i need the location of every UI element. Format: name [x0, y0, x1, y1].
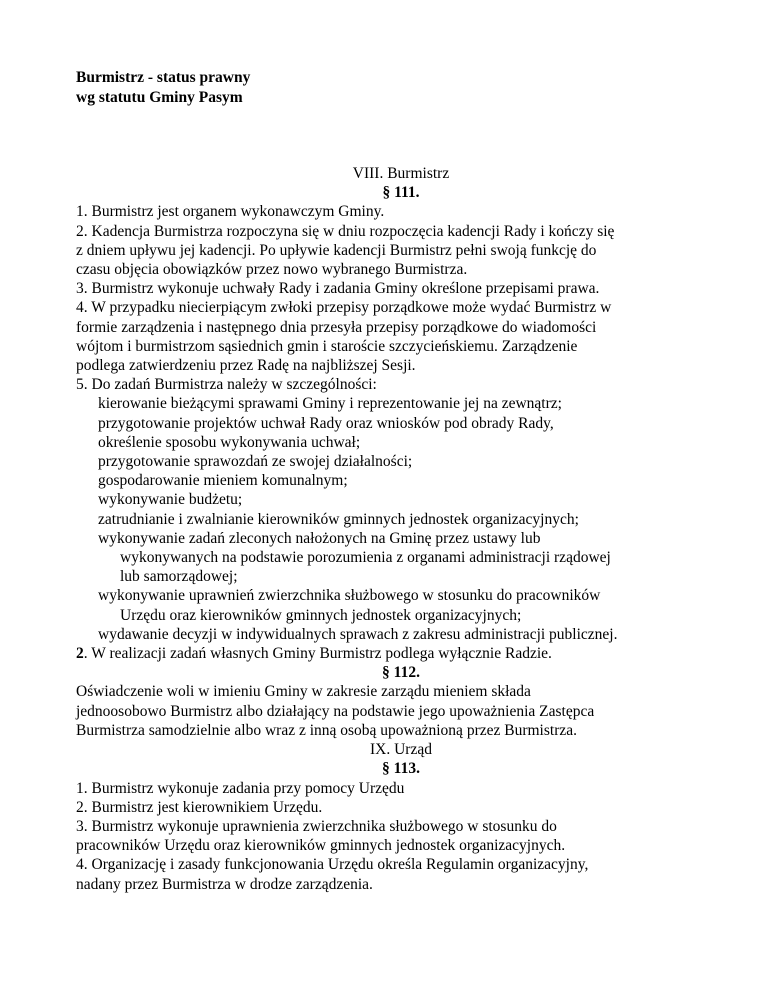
- section-113-line: pracowników Urzędu oraz kierowników gminnych jednostek organizacyjnych.: [76, 837, 566, 855]
- chapter-8-title: VIII. Burmistrz: [352, 165, 450, 182]
- section-111-line: 2. Kadencja Burmistrza rozpoczyna się w dniu rozpoczęcia kadencji Rady i kończy się: [76, 222, 615, 240]
- task-list-item: wykonywanie zadań zleconych nałożonych na Gminę przez ustawy lub: [98, 529, 541, 547]
- task-list-item: wykonywanie uprawnień zwierzchnika służbowego w stosunku do pracowników: [98, 587, 601, 605]
- section-113-line: 1. Burmistrz wykonuje zadania przy pomocy Urzędu: [76, 779, 405, 797]
- chapter-9-title: IX. Urząd: [370, 741, 432, 759]
- document-title-line-1: Burmistrz - status prawny: [76, 69, 251, 86]
- section-113-line: 2. Burmistrz jest kierownikiem Urzędu.: [76, 798, 323, 816]
- task-list-item: wydawanie decyzji w indywidualnych sprawach z zakresu administracji publicznej.: [98, 625, 618, 643]
- task-list-item: określenie sposobu wykonywania uchwał;: [98, 433, 361, 451]
- section-111-line: 1. Burmistrz jest organem wykonawczym Gminy.: [76, 203, 385, 221]
- task-list-item: gospodarowanie mieniem komunalnym;: [98, 472, 348, 490]
- task-list-item-continuation: wykonywanych na podstawie porozumienia z organami administracji rządowej: [120, 549, 611, 567]
- section-111-line: z dniem upływu jej kadencji. Po upływie kadencji Burmistrz pełni swoją funkcję do: [76, 241, 597, 259]
- task-list-item: wykonywanie budżetu;: [98, 491, 243, 509]
- section-113-line: nadany przez Burmistrza w drodze zarządzenia.: [76, 875, 373, 893]
- section-111-line: 3. Burmistrz wykonuje uchwały Rady i zadania Gminy określone przepisami prawa.: [76, 280, 600, 298]
- section-111-line: formie zarządzenia i następnego dnia przesyła przepisy porządkowe do wiadomości: [76, 318, 597, 336]
- section-111-line: podlega zatwierdzeniu przez Radę na najbliższej Sesji.: [76, 357, 416, 375]
- section-111-line: 4. W przypadku niecierpiącym zwłoki przepisy porządkowe może wydać Burmistrz w: [76, 299, 612, 317]
- section-112-line: Oświadczenie woli w imieniu Gminy w zakresie zarządu mieniem składa: [76, 683, 531, 701]
- section-111-line: 5. Do zadań Burmistrza należy w szczególności:: [76, 376, 377, 394]
- section-112-heading: § 112.: [382, 664, 420, 682]
- section-112-line: jednoosobowo Burmistrz albo działający na podstawie jego upoważnienia Zastępca: [76, 702, 595, 720]
- document-body: [76, 164, 726, 894]
- task-list-item: przygotowanie projektów uchwał Rady oraz wniosków pod obrady Rady,: [98, 414, 554, 432]
- task-list-item-continuation: Urzędu oraz kierowników gminnych jednostek organizacyjnych;: [120, 606, 522, 624]
- section-113-line: 4. Organizację i zasady funkcjonowania Urzędu określa Regulamin organizacyjny,: [76, 856, 589, 874]
- section-111-line: czasu objęcia obowiązków przez nowo wybranego Burmistrza.: [76, 261, 468, 279]
- section-112-line: Burmistrza samodzielnie albo wraz z inną osobą upoważnioną przez Burmistrza.: [76, 721, 577, 739]
- section-113-line: 3. Burmistrz wykonuje uprawnienia zwierzchnika służbowego w stosunku do: [76, 817, 557, 835]
- section-111-point-2: [76, 644, 726, 663]
- document-header: [76, 68, 250, 108]
- section-113-heading: § 113.: [382, 760, 420, 778]
- task-list-item: przygotowanie sprawozdań ze swojej działalności;: [98, 453, 413, 471]
- point-2-text: . W realizacji zadań własnych Gminy Burmistrz podlega wyłącznie Radzie.: [83, 645, 552, 663]
- point-2-number: 2: [76, 645, 84, 663]
- section-111-line: wójtom i burmistrzom sąsiednich gmin i staroście szczycieńskiemu. Zarządzenie: [76, 337, 578, 355]
- task-list-item-continuation: lub samorządowej;: [120, 568, 238, 586]
- task-list-item: zatrudnianie i zwalnianie kierowników gminnych jednostek organizacyjnych;: [98, 510, 579, 528]
- section-111-heading: § 111.: [382, 184, 420, 202]
- document-title-line-2: wg statutu Gminy Pasym: [76, 89, 243, 106]
- task-list-item: kierowanie bieżącymi sprawami Gminy i reprezentowanie jej na zewnątrz;: [98, 395, 562, 413]
